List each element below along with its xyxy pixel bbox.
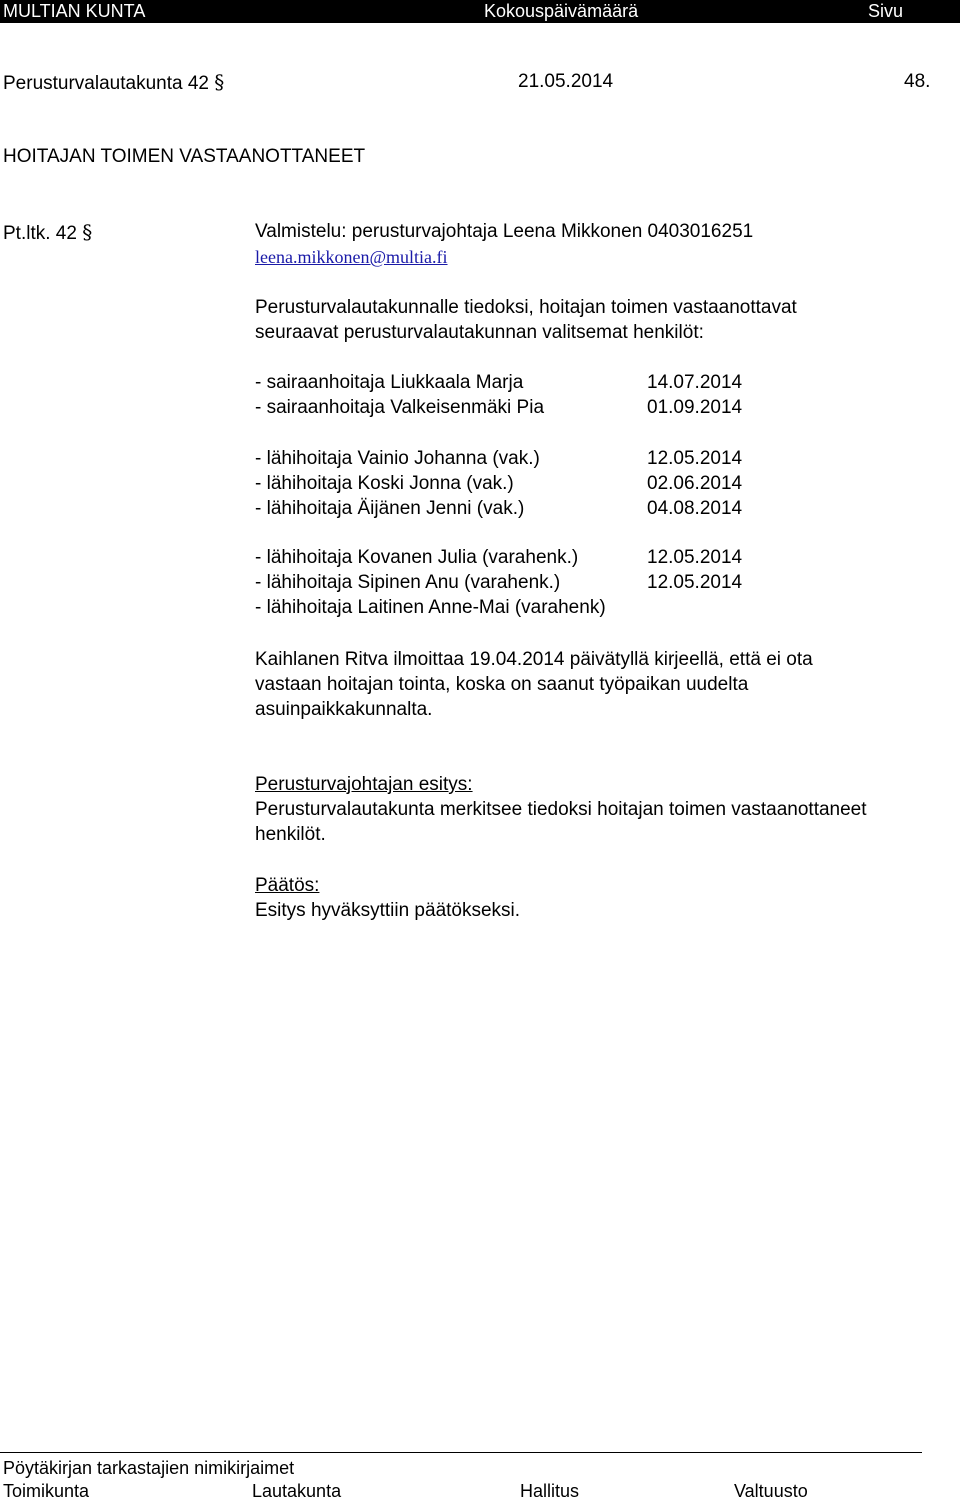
municipality-name: MULTIAN KUNTA — [3, 1, 146, 21]
proposal-heading: Perusturvajohtajan esitys: — [255, 774, 473, 795]
meeting-body — [3, 70, 224, 96]
list-item-date: 01.09.2014 — [647, 397, 743, 418]
list-item-name: - lähihoitaja Kovanen Julia (varahenk.) — [255, 547, 579, 568]
footer-col-valtuusto: Valtuusto — [734, 1481, 808, 1501]
footer-col-toimikunta: Toimikunta — [3, 1481, 90, 1501]
page-number: 48. — [904, 71, 931, 92]
list-item-name: - lähihoitaja Äijänen Jenni (vak.) — [255, 498, 525, 519]
footer-col-lautakunta: Lautakunta — [252, 1481, 342, 1501]
list-item-name: - sairaanhoitaja Valkeisenmäki Pia — [255, 397, 545, 418]
footer-col-hallitus: Hallitus — [520, 1481, 580, 1501]
list-item-date: 02.06.2014 — [647, 473, 743, 494]
list-item-date: 12.05.2014 — [647, 572, 743, 593]
list-item-name: - lähihoitaja Laitinen Anne-Mai (varahenk) — [255, 597, 606, 618]
footer-initials-label: Pöytäkirjan tarkastajien nimikirjaimet — [3, 1458, 295, 1478]
notice-line-1: Kaihlanen Ritva ilmoittaa 19.04.2014 päivätyllä kirjeellä, että ei ota — [255, 649, 813, 670]
list-item-date: 12.05.2014 — [647, 547, 743, 568]
list-item-name: - lähihoitaja Vainio Johanna (vak.) — [255, 448, 540, 469]
page-label: Sivu — [868, 1, 904, 21]
meeting-date-label: Kokouspäivämäärä — [484, 1, 639, 21]
list-item-name: - sairaanhoitaja Liukkaala Marja — [255, 372, 524, 393]
preparer-line: Valmistelu: perusturvajohtaja Leena Mikkonen 0403016251 — [255, 221, 754, 242]
list-item-name: - lähihoitaja Koski Jonna (vak.) — [255, 473, 514, 494]
document-header-bar — [0, 0, 960, 23]
intro-line-1: Perusturvalautakunnalle tiedoksi, hoitajan toimen vastaanottavat — [255, 297, 797, 318]
notice-line-2: vastaan hoitajan tointa, koska on saanut työpaikan uudelta — [255, 674, 749, 695]
item-reference — [3, 220, 92, 246]
list-item-name: - lähihoitaja Sipinen Anu (varahenk.) — [255, 572, 561, 593]
decision-text: Esitys hyväksyttiin päätökseksi. — [255, 900, 521, 921]
proposal-line-1: Perusturvalautakunta merkitsee tiedoksi hoitajan toimen vastaanottaneet — [255, 799, 867, 820]
item-ref-text: Pt.ltk. 42 — [3, 223, 77, 244]
proposal-line-2: henkilöt. — [255, 824, 326, 845]
meeting-date: 21.05.2014 — [518, 71, 614, 92]
decision-heading: Päätös: — [255, 875, 320, 896]
meeting-body-text: Perusturvalautakunta 42 — [3, 73, 209, 94]
preparer-email-link[interactable]: leena.mikkonen@multia.fi — [255, 247, 448, 267]
list-item-date: 12.05.2014 — [647, 448, 743, 469]
list-item-date: 14.07.2014 — [647, 372, 743, 393]
footer-divider — [0, 1452, 922, 1453]
document-title: HOITAJAN TOIMEN VASTAANOTTANEET — [3, 146, 366, 167]
item-section-sign: § — [82, 220, 93, 244]
notice-line-3: asuinpaikkakunnalta. — [255, 699, 433, 720]
list-item-date: 04.08.2014 — [647, 498, 743, 519]
intro-line-2: seuraavat perusturvalautakunnan valitsemat henkilöt: — [255, 322, 704, 343]
section-sign: § — [214, 70, 225, 94]
